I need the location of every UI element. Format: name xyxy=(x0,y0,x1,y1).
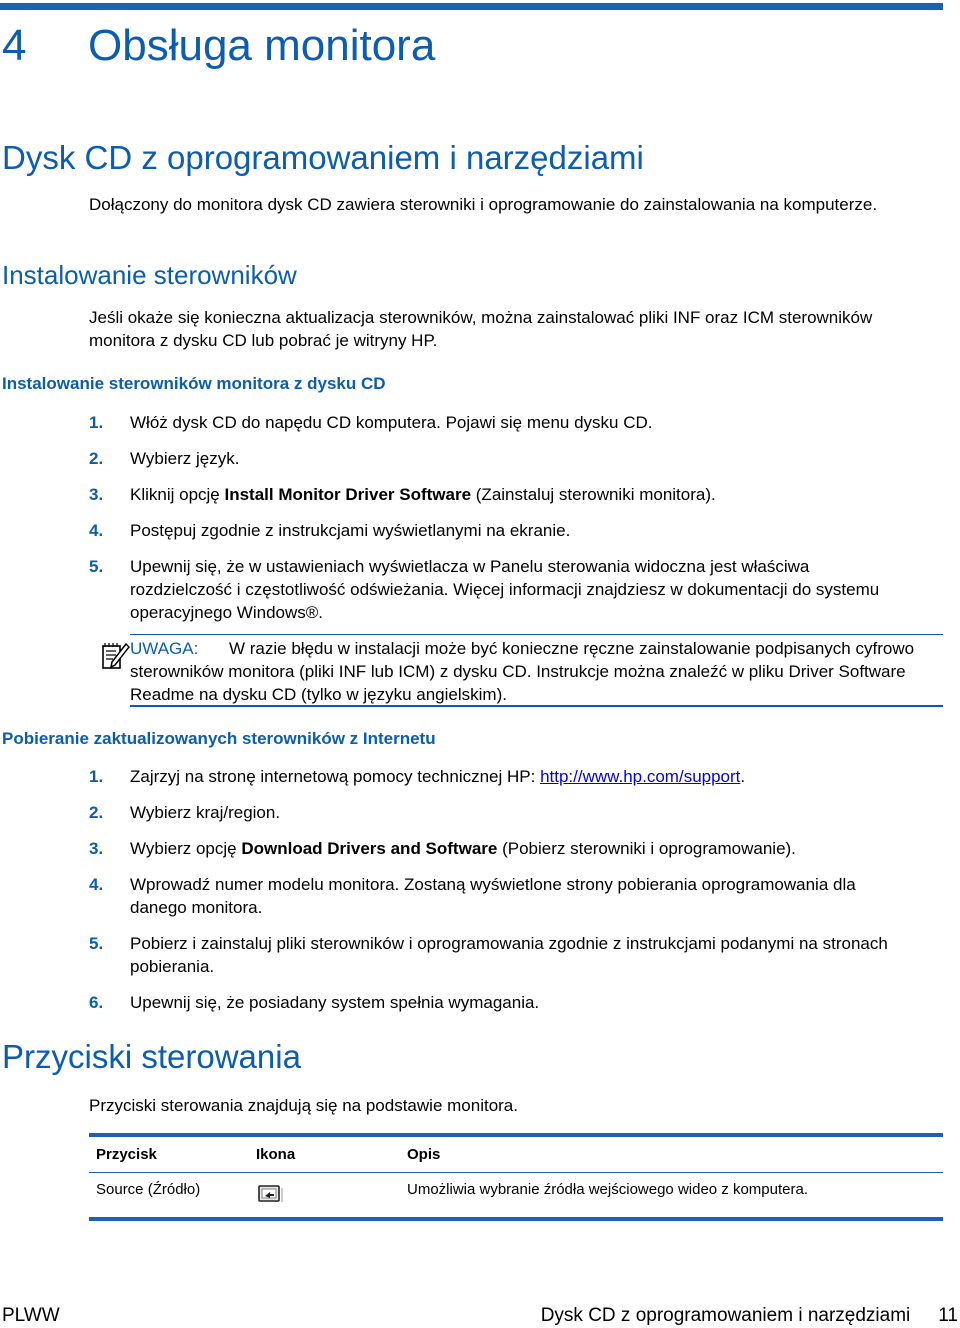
note-label: UWAGA: xyxy=(130,639,199,658)
step-number: 2. xyxy=(89,449,104,468)
step-number: 1. xyxy=(89,413,104,432)
chapter-title: Obsługa monitora xyxy=(88,21,436,70)
note-text xyxy=(130,637,943,706)
step-number: 6. xyxy=(89,993,104,1012)
steps-download xyxy=(89,765,909,1014)
step-text-suffix: (Pobierz sterowniki i oprogramowanie). xyxy=(497,839,796,858)
table-bottom-rule xyxy=(89,1217,943,1221)
chapter-heading xyxy=(2,20,435,72)
chapter-number: 4 xyxy=(2,21,27,70)
note-body: W razie błędu w instalacji może być konieczne ręczne zainstalowanie podpisanych cyfrowo sterowników monitora (pliki INF lub ICM) z dysku CD. Instrukcje można znaleźć w pliku Driver Software Readme na dysku CD (tylko w języku angielskim). xyxy=(130,639,915,704)
step-text-suffix: . xyxy=(740,767,746,786)
top-rule xyxy=(0,3,943,10)
step-text: Wprowadź numer modelu monitora. Zostaną wyświetlone strony pobierania oprogramowania dla danego monitora. xyxy=(130,875,856,917)
step-number: 5. xyxy=(89,934,104,953)
note-box xyxy=(100,634,943,707)
table-cell-button: Source (Źródło) xyxy=(96,1181,201,1198)
step-number: 2. xyxy=(89,803,104,822)
step-text: Wybierz opcję xyxy=(130,839,242,858)
step-number: 3. xyxy=(89,839,104,858)
list-item xyxy=(89,801,909,824)
step-number: 3. xyxy=(89,485,104,504)
note-bottom-rule xyxy=(130,705,943,707)
source-input-icon xyxy=(257,1182,285,1212)
step-text: Pobierz i zainstaluj pliki sterowników i oprogramowania zgodnie z instrukcjami podanymi na stronach pobierania. xyxy=(130,934,888,976)
steps-cd-install xyxy=(89,411,909,624)
note-pencil-icon xyxy=(100,638,130,674)
table-cell-desc: Umożliwia wybranie źródła wejściowego wideo z komputera. xyxy=(407,1181,809,1198)
list-item xyxy=(89,837,909,860)
step-text: Wybierz kraj/region. xyxy=(130,803,281,822)
step-number: 5. xyxy=(89,557,104,576)
list-item xyxy=(89,991,909,1014)
list-item xyxy=(89,519,909,542)
footer-left: PLWW xyxy=(2,1305,60,1326)
subsection-title-cd-install: Instalowanie sterowników monitora z dysku CD xyxy=(2,374,386,393)
note-top-rule xyxy=(130,634,943,635)
table-header-button: Przycisk xyxy=(96,1146,157,1163)
list-item xyxy=(89,555,909,624)
footer-page-number: 11 xyxy=(938,1305,958,1326)
step-text-suffix: (Zainstaluj sterowniki monitora). xyxy=(471,485,716,504)
section-title-buttons: Przyciski sterowania xyxy=(2,1038,301,1075)
section-intro-cd: Dołączony do monitora dysk CD zawiera sterowniki i oprogramowanie do zainstalowania na komputerze. xyxy=(89,195,878,214)
list-item xyxy=(89,932,909,978)
step-number: 1. xyxy=(89,767,104,786)
step-text: Upewnij się, że posiadany system spełnia wymagania. xyxy=(130,993,540,1012)
table-header-icon: Ikona xyxy=(256,1146,296,1163)
table-header-rule xyxy=(89,1172,943,1173)
step-option-name: Install Monitor Driver Software xyxy=(224,485,472,504)
subsection-title-download: Pobieranie zaktualizowanych sterowników z Internetu xyxy=(2,729,436,748)
step-text: Postępuj zgodnie z instrukcjami wyświetlanymi na ekranie. xyxy=(130,521,571,540)
support-link[interactable]: http://www.hp.com/support xyxy=(540,767,741,786)
list-item xyxy=(89,873,909,919)
step-text: Wybierz język. xyxy=(130,449,240,468)
step-text: Kliknij opcję xyxy=(130,485,225,504)
step-text: Włóż dysk CD do napędu CD komputera. Pojawi się menu dysku CD. xyxy=(130,413,653,432)
list-item xyxy=(89,447,909,470)
step-number: 4. xyxy=(89,875,104,894)
step-number: 4. xyxy=(89,521,104,540)
footer-section: Dysk CD z oprogramowaniem i narzędziami xyxy=(540,1305,911,1326)
table-header-desc: Opis xyxy=(407,1146,441,1163)
section-title-cd: Dysk CD z oprogramowaniem i narzędziami xyxy=(2,139,644,176)
list-item xyxy=(89,411,909,434)
step-text: Upewnij się, że w ustawieniach wyświetlacza w Panelu sterowania widoczna jest właściwa rozdzielczość i częstotliwość odświeżania. Więcej informacji znajdziesz w dokumentacji do systemu operacyjnego Windows®. xyxy=(130,557,880,622)
list-item xyxy=(89,765,909,788)
section-intro-buttons: Przyciski sterowania znajdują się na podstawie monitora. xyxy=(89,1096,518,1115)
list-item xyxy=(89,483,909,506)
footer-right xyxy=(541,1304,958,1328)
step-text: Zajrzyj na stronę internetową pomocy technicznej HP: xyxy=(130,767,541,786)
section-title-drivers: Instalowanie sterowników xyxy=(2,260,297,290)
step-option-name: Download Drivers and Software xyxy=(241,839,498,858)
table-top-rule xyxy=(89,1133,943,1137)
section-intro-drivers: Jeśli okaże się konieczna aktualizacja sterowników, można zainstalować pliki INF oraz ICM sterowników monitora z dysku CD lub pobrać je witryny HP. xyxy=(89,308,873,350)
